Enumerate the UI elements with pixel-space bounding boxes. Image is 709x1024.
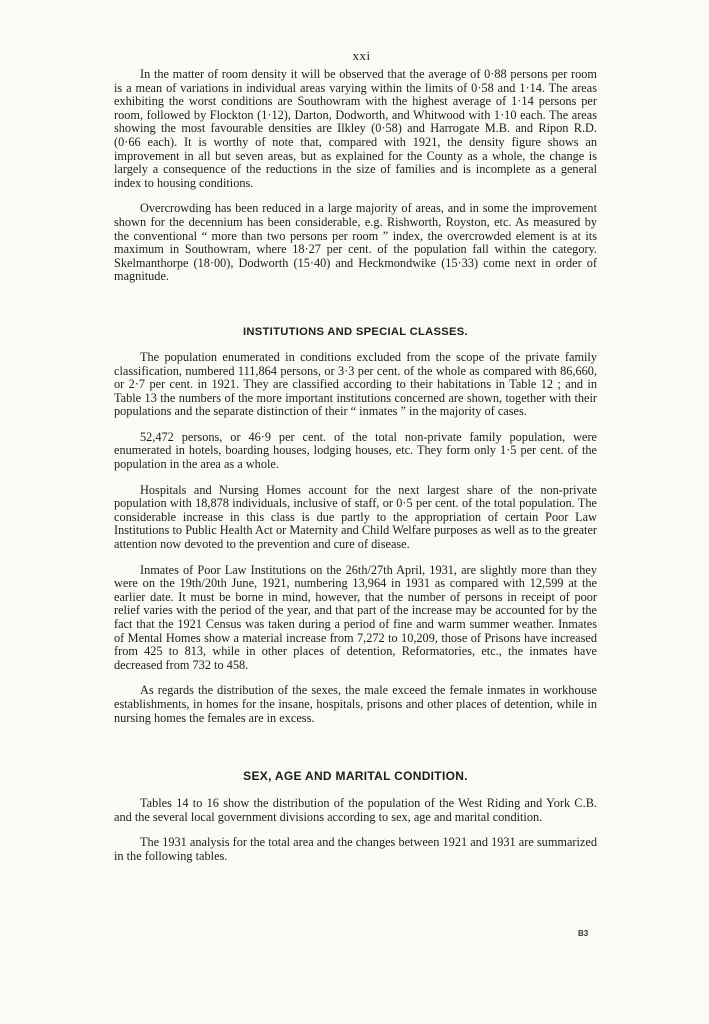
document-page: [114, 48, 597, 864]
paragraph-institutions-population: The population enumerated in conditions excluded from the scope of the private family classification, numbered 111,864 persons, or 3·3 per cent. of the whole as compared with 86,660, or 2·7 per cent. in 1921. They are classified according to their habitations in Table 12 ; and in Table 13 the numbers of the more important institutions concerned are shown, together with their populations and the separate distinction of their “ inmates ” in the majority of cases.: [114, 349, 597, 419]
paragraph-room-density: In the matter of room density it will be observed that the average of 0·88 persons per room is a mean of variations in individual areas varying within the limits of 0·58 and 1·14. The areas exhibiting the worst conditions are Southowram with the highest average of 1·14 persons per room, followed by Flockton (1·12), Darton, Dodworth, and Whitwood with 1·10 each. The areas showing the most favourable densities are Ilkley (0·58) and Harrogate M.B. and Ripon R.D. (0·66 each). It is worthy of note that, compared with 1921, the density figure shows an improvement in all but seven areas, but as explained for the County as a whole, the change is largely a consequence of the reductions in the size of families and is incomplete as a general index to housing conditions.: [114, 67, 597, 190]
paragraph-overcrowding: Overcrowding has been reduced in a large majority of areas, and in some the improvement shown for the decennium has been considerable, e.g. Rishworth, Royston, etc. As measured by the conventional “ more than two persons per room ” index, the overcrowded element is at its maximum in Southowram, where 18·27 per cent. of the population fall within the category. Skelmanthorpe (18·00), Dodworth (15·40) and Heckmondwike (15·33) come next in order of magnitude.: [114, 201, 597, 284]
paragraph-sex-distribution: As regards the distribution of the sexes, the male exceed the female inmates in workhouse establishments, in homes for the insane, hospitals, prisons and other places of detention, while in nursing homes the females are in excess.: [114, 683, 597, 725]
paragraph-hospitals: Hospitals and Nursing Homes account for the next largest share of the non-private population with 18,878 individuals, inclusive of staff, or 0·5 per cent. of the total population. The considerable increase in this class is due partly to the appropriation of certain Poor Law Institutions to Public Health Act or Maternity and Child Welfare purposes as well as to the greater attention now devoted to the prevention and cure of disease.: [114, 482, 597, 552]
paragraph-analysis-summary: The 1931 analysis for the total area and the changes between 1921 and 1931 are summarized in the following tables.: [114, 835, 597, 863]
heading-institutions: INSTITUTIONS AND SPECIAL CLASSES.: [243, 325, 468, 338]
paragraph-hotels: 52,472 persons, or 46·9 per cent. of the total non-private family population, were enumerated in hotels, boarding houses, lodging houses, etc. They form only 1·5 per cent. of the population in the area as a whole.: [114, 429, 597, 472]
paragraph-tables-14-16: Tables 14 to 16 show the distribution of the population of the West Riding and York C.B. and the several local government divisions according to sex, age and marital condition.: [114, 796, 597, 824]
signature-mark: B3: [578, 929, 589, 938]
paragraph-poor-law: Inmates of Poor Law Institutions on the 26th/27th April, 1931, are slightly more than they were on the 19th/20th June, 1921, numbering 13,964 in 1931 as compared with 12,599 at the earlier date. It must be borne in mind, however, that the number of persons in receipt of poor relief varies with the period of the year, and that part of the increase may be accounted for by the fact that the 1921 Census was taken during a period of fine and warm summer weather. Inmates of Mental Homes show a material increase from 7,272 to 10,209, those of Prisons have increased from 425 to 813, while in other places of detention, Reformatories, etc., the inmates have decreased from 732 to 458.: [114, 562, 597, 672]
heading-sex-age: SEX, AGE AND MARITAL CONDITION.: [243, 769, 468, 784]
page-number: xxi: [352, 48, 371, 63]
